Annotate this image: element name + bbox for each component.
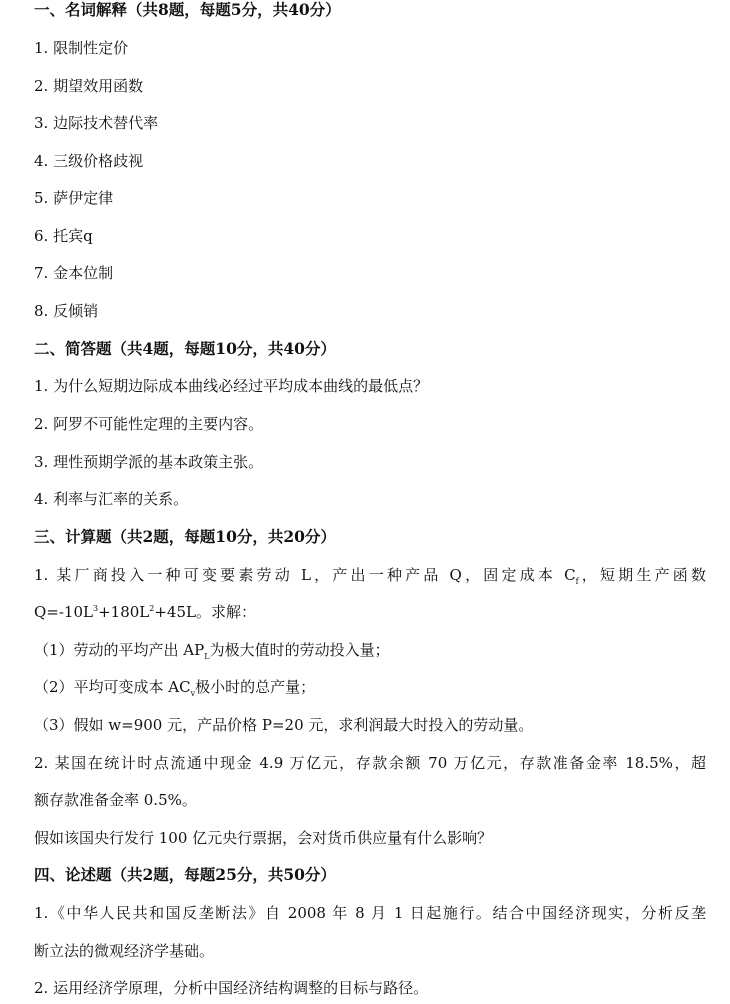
list-item: 4. 三级价格歧视: [34, 152, 144, 170]
list-item: 1. 限制性定价: [34, 39, 129, 57]
superscript: 3: [92, 604, 99, 613]
list-item: 5. 萨伊定律: [34, 189, 114, 207]
list-item: 2. 期望效用函数: [34, 77, 144, 95]
subscript: f: [575, 577, 579, 586]
question-3-2-line-1: 2. 某国在统计时点流通中现金 4.9 万亿元，存款余额 70 万亿元，存款准备金率 18.5%，超: [34, 754, 706, 772]
superscript: 2: [149, 604, 155, 613]
text-segment: 1. 某厂商投入一种可变要素劳动 L，产出一种产品 Q，固定成本 C: [34, 566, 576, 584]
question-4-1-line-2: 断立法的微观经济学基础。: [34, 942, 215, 960]
list-item: 7. 金本位制: [34, 264, 114, 282]
list-item: 6. 托宾q: [34, 227, 93, 245]
sub-question-2: [34, 677, 315, 697]
sub-question-3: （3）假如 w=900 元，产品价格 P=20 元，求利润最大时投入的劳动量。: [34, 716, 534, 734]
section-2-heading: 二、简答题（共4题，每题10分，共40分）: [34, 339, 336, 358]
question-3-2-line-2: 额存款准备金率 0.5%。: [34, 791, 197, 809]
question-3-1-line-1: [34, 565, 706, 585]
list-item: 4. 利率与汇率的关系。: [34, 490, 189, 508]
sub-question-1: [34, 640, 390, 660]
list-item: 1. 为什么短期边际成本曲线必经过平均成本曲线的最低点？: [34, 377, 429, 395]
question-4-1-line-1: 1.《中华人民共和国反垄断法》自 2008 年 8 月 1 日起施行。结合中国经济现实，分析反垄: [34, 904, 706, 922]
list-item: 3. 理性预期学派的基本政策主张。: [34, 453, 264, 471]
section-4-heading: 四、论述题（共2题，每题25分，共50分）: [34, 865, 336, 884]
list-item: 3. 边际技术替代率: [34, 114, 159, 132]
subscript: v: [190, 689, 196, 698]
text-segment: （2）平均可变成本 AC: [34, 678, 191, 696]
production-function: [34, 602, 256, 622]
text-segment: 为极大值时的劳动投入量；: [209, 641, 390, 659]
text-segment: +180L: [98, 603, 150, 621]
section-1-heading: 一、名词解释（共8题，每题5分，共40分）: [34, 0, 341, 19]
list-item: 2. 阿罗不可能性定理的主要内容。: [34, 415, 264, 433]
question-3-2-line-3: 假如该国央行发行 100 亿元央行票据，会对货币供应量有什么影响？: [34, 829, 493, 847]
question-4-2: 2. 运用经济学原理，分析中国经济结构调整的目标与路径。: [34, 979, 429, 997]
list-item: 8. 反倾销: [34, 302, 99, 320]
subscript: L: [204, 652, 210, 661]
text-segment: +45L。求解：: [154, 603, 256, 621]
text-segment: （1）劳动的平均产出 AP: [34, 641, 205, 659]
text-segment: 极小时的总产量；: [195, 678, 316, 696]
text-segment: Q=-10L: [34, 603, 93, 621]
section-3-heading: 三、计算题（共2题，每题10分，共20分）: [34, 527, 336, 546]
text-segment: ，短期生产函数: [578, 566, 706, 584]
